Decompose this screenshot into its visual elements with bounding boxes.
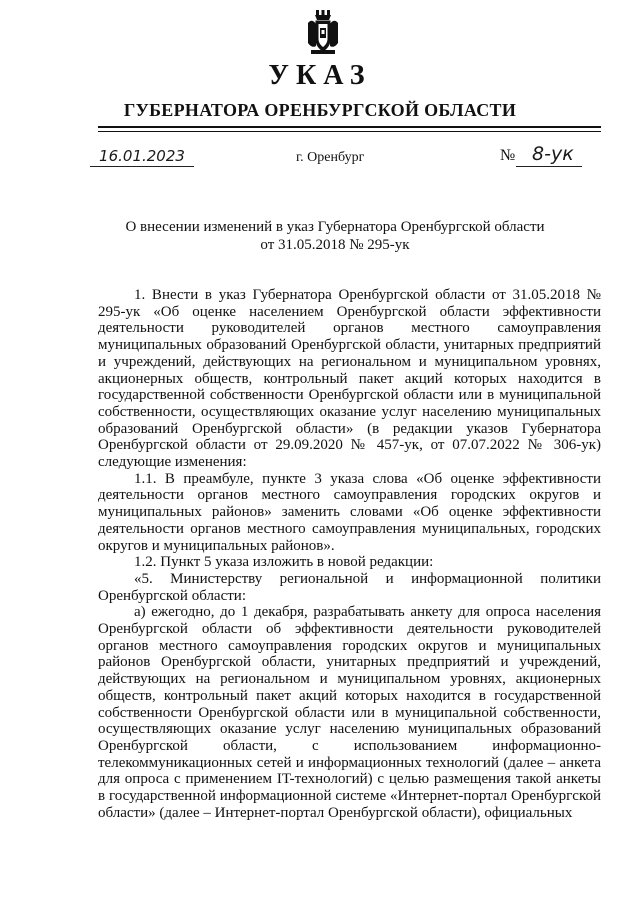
number-sign: № bbox=[500, 147, 516, 164]
paragraph-5: «5. Министерству региональной и информационной политики Оренбургской области: bbox=[98, 570, 601, 604]
heading-line-1: О внесении изменений в указ Губернатора Оренбургской области bbox=[125, 219, 545, 235]
date-underline bbox=[90, 166, 194, 167]
document-type-title: УКАЗ bbox=[268, 60, 372, 91]
header-divider-thick bbox=[98, 126, 601, 128]
document-number: 8-ук bbox=[532, 143, 574, 165]
document-heading bbox=[110, 218, 560, 254]
issuer-title: ГУБЕРНАТОРА ОРЕНБУРГСКОЙ ОБЛАСТИ bbox=[123, 100, 517, 120]
document-city: г. Оренбург bbox=[296, 150, 365, 165]
paragraph-1-2: 1.2. Пункт 5 указа изложить в новой редакции: bbox=[134, 554, 434, 571]
document-date: 16.01.2023 bbox=[99, 147, 185, 165]
heading-line-2: от 31.05.2018 № 295-ук bbox=[260, 237, 410, 253]
paragraph-5-a: а) ежегодно, до 1 декабря, разрабатывать анкету для опроса населения Оренбургской области об эффективности деятельности руководителей органов местного самоуправления городских округов и муниципальных районов Оренбургской области, унитарных предприятий и учреждений, действующих на региональном и муниципальном уровнях, акционерных обществ, контрольный пакет акций которых находится в государственной собственности Оренбургской области или в муниципальной собственности, осуществляющих оказание услуг населению муниципальных образований Оренбургской области, с использованием информационно-телекоммуникационных сетей и информационных технологий (далее – анкета для опроса с применением IT-технологий) с целью размещения такой анкеты в государственной информационной системе «Интернет-портал Оренбургской области» (далее – Интернет-портал Оренбургской области), официальных bbox=[98, 604, 601, 821]
number-underline bbox=[516, 166, 582, 167]
document-body bbox=[98, 287, 601, 822]
header-divider-thin bbox=[98, 131, 601, 132]
coat-of-arms-icon bbox=[306, 10, 340, 56]
paragraph-1-1: 1.1. В преамбуле, пункте 3 указа слова «Об оценке эффективности деятельности органов местного самоуправления городских округов и муниципальных районов» заменить словами «Об оценке эффективности деятельности органов местного самоуправления муниципальных, городских округов и муниципальных районов». bbox=[98, 470, 601, 554]
paragraph-1: 1. Внести в указ Губернатора Оренбургской области от 31.05.2018 № 295-ук «Об оценке населением Оренбургской области эффективности деятельности руководителей органов местного самоуправления муниципальных образований Оренбургской области, унитарных предприятий и учреждений, действующих на региональном и муниципальном уровнях, акционерных обществ, контрольный пакет акций которых находится в государственной собственности Оренбургской области или в муниципальной собственности, осуществляющих оказание услуг населению муниципальных образований Оренбургской области» (в редакции указов Губернатора Оренбургской области от 29.09.2020 № 457-ук, от 07.07.2022 № 306-ук) следующие изменения: bbox=[98, 287, 601, 471]
